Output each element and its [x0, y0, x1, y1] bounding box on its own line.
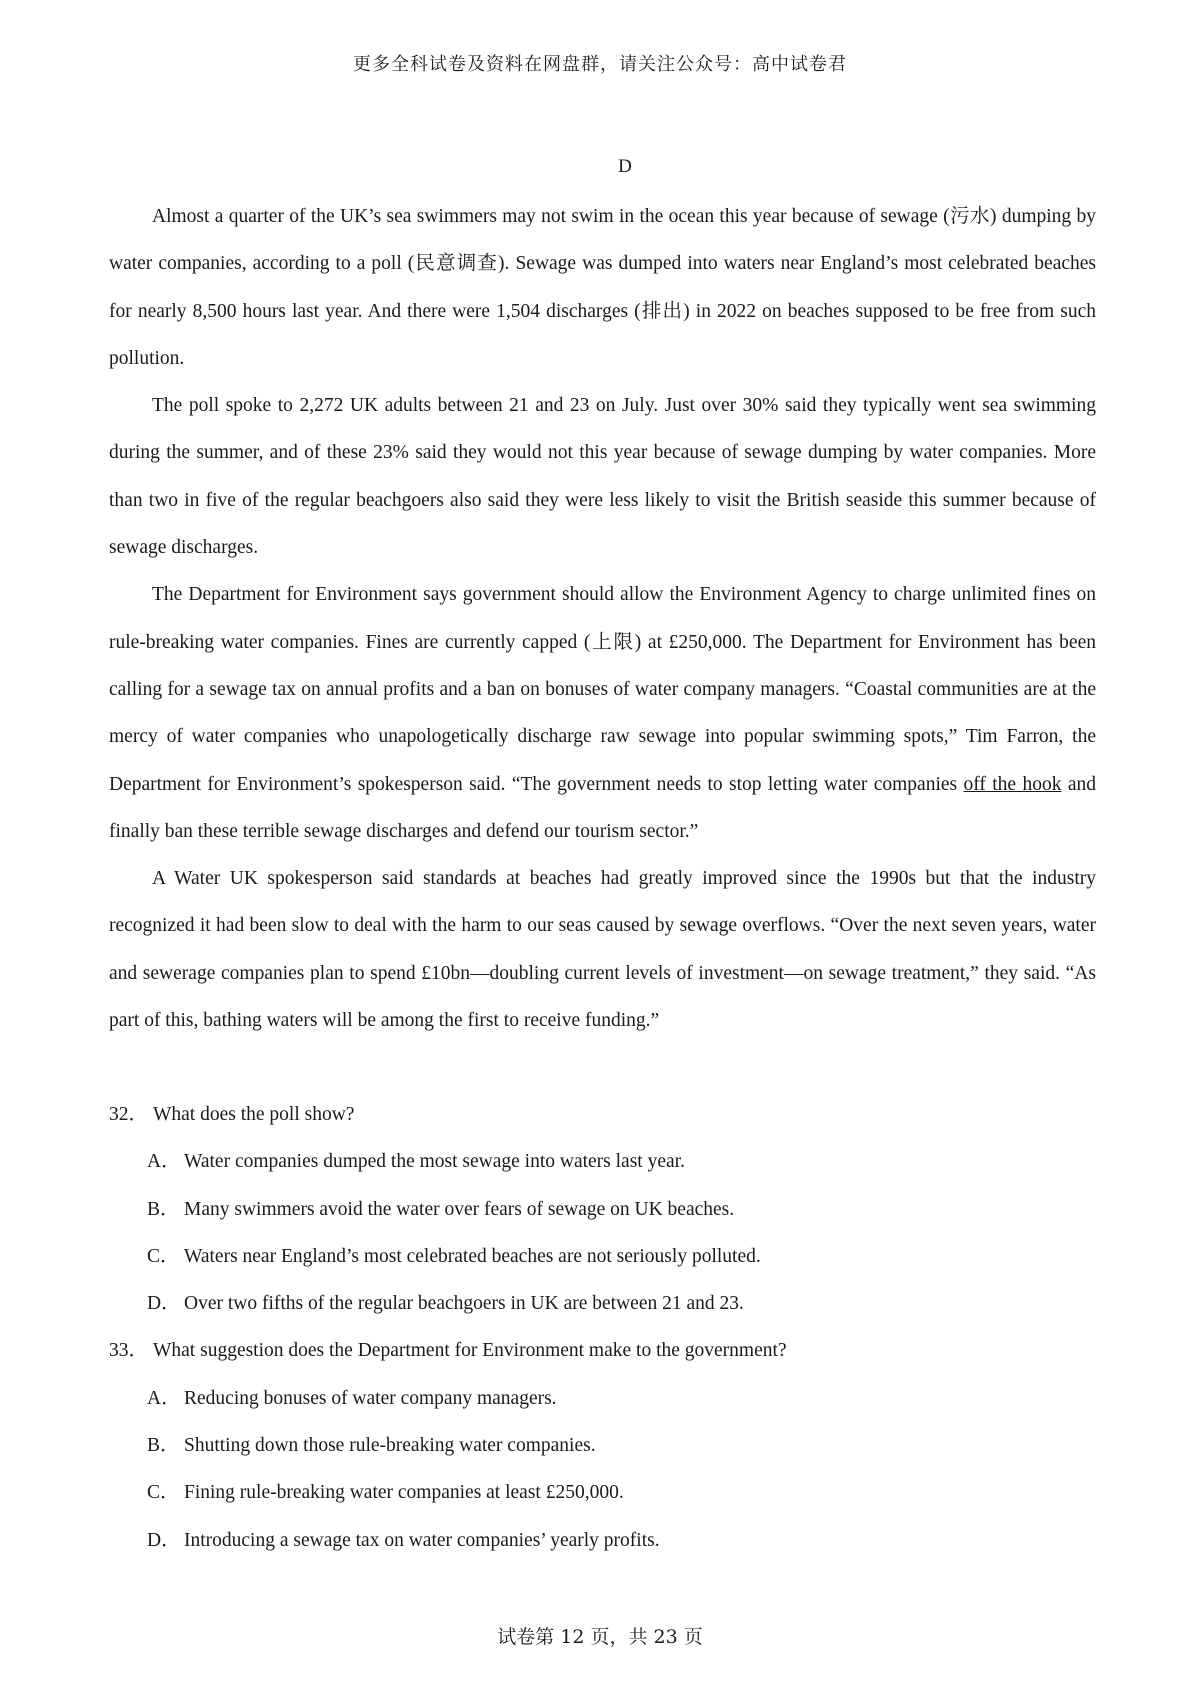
option-d: [109, 1280, 1096, 1327]
option-letter: B．: [147, 1435, 180, 1457]
paragraph-1: Almost a quarter of the UK’s sea swimmers may not swim in the ocean this year because of sewage (污水) dumping by water companies, according to a poll (民意调查). Sewage was dumped into waters near England’s most celebrated beaches for nearly 8,500 hours last year. And there were 1,504 discharges (排出) in 2022 on beaches supposed to be free from such pollution.: [109, 206, 1096, 369]
paragraph-4: A Water UK spokesperson said standards at beaches had greatly improved since the 1990s but that the industry recognized it had been slow to deal with the harm to our seas caused by sewage overflows. “Over the next seven years, water and sewerage companies plan to spend £10bn—doubling current levels of investment—on sewage treatment,” they said. “As part of this, bathing waters will be among the first to receive funding.”: [109, 868, 1096, 1032]
question-text: What suggestion does the Department for Environment make to the government?: [153, 1340, 787, 1362]
option-text: Over two fifths of the regular beachgoers in UK are between 21 and 23.: [184, 1293, 744, 1315]
question-stem: [109, 1327, 1096, 1374]
option-text: Fining rule-breaking water companies at least £250,000.: [184, 1482, 624, 1504]
option-a: [109, 1375, 1096, 1422]
option-letter: D．: [147, 1529, 181, 1551]
underlined-phrase: off the hook: [963, 773, 1062, 795]
option-b: [109, 1186, 1096, 1233]
option-c: [109, 1469, 1096, 1516]
reading-passage: [109, 193, 1096, 1044]
option-letter: A．: [147, 1151, 181, 1173]
option-text: Water companies dumped the most sewage into waters last year.: [184, 1151, 685, 1173]
option-a: [109, 1138, 1096, 1185]
paragraph-2: The poll spoke to 2,272 UK adults between 21 and 23 on July. Just over 30% said they typically went sea swimming during the summer, and of these 23% said they would not this year because of sewage dumping by water companies. More than two in five of the regular beachgoers also said they were less likely to visit the British seaside this summer because of sewage discharges.: [109, 395, 1096, 559]
option-c: [109, 1233, 1096, 1280]
question-32: [109, 1091, 1096, 1327]
option-letter: C．: [147, 1245, 180, 1267]
question-text: What does the poll show?: [153, 1104, 355, 1125]
option-b: [109, 1422, 1096, 1469]
option-text: Introducing a sewage tax on water companies’ yearly profits.: [184, 1529, 660, 1551]
option-d: [109, 1517, 1096, 1564]
option-text: Many swimmers avoid the water over fears of sewage on UK beaches.: [184, 1198, 735, 1220]
question-number: 33．: [109, 1340, 149, 1362]
section-letter: D: [618, 156, 632, 177]
option-text: Waters near England’s most celebrated beaches are not seriously polluted.: [184, 1245, 761, 1267]
option-text: Reducing bonuses of water company managers.: [184, 1387, 557, 1409]
paragraph-3-text-before: The Department for Environment says government should allow the Environment Agency to charge unlimited fines on rule-breaking water companies. Fines are currently capped (上限) at £250,000. The Department for Environment has been calling for a sewage tax on annual profits and a ban on bonuses of water company managers. “Coastal communities are at the mercy of water companies who unapologetically discharge raw sewage into popular swimming spots,” Tim Farron, the Department for Environment’s spokesperson said. “The government needs to stop letting water companies: [109, 584, 1096, 795]
question-number: 32．: [109, 1104, 149, 1125]
option-letter: D．: [147, 1293, 181, 1315]
paragraph-3: [109, 571, 1096, 855]
question-33: [109, 1327, 1096, 1563]
paragraph-3-text-after: and finally ban these terrible sewage discharges and defend our tourism sector.”: [109, 773, 1096, 842]
question-list: [109, 1091, 1096, 1564]
option-text: Shutting down those rule-breaking water companies.: [184, 1435, 596, 1457]
option-letter: A．: [147, 1387, 181, 1409]
question-stem: [109, 1091, 1096, 1138]
option-letter: B．: [147, 1198, 180, 1220]
page-footer: 试卷第 12 页，共 23 页: [497, 1626, 703, 1648]
option-letter: C．: [147, 1482, 180, 1504]
header-banner: 更多全科试卷及资料在网盘群，请关注公众号：高中试卷君: [353, 54, 847, 75]
